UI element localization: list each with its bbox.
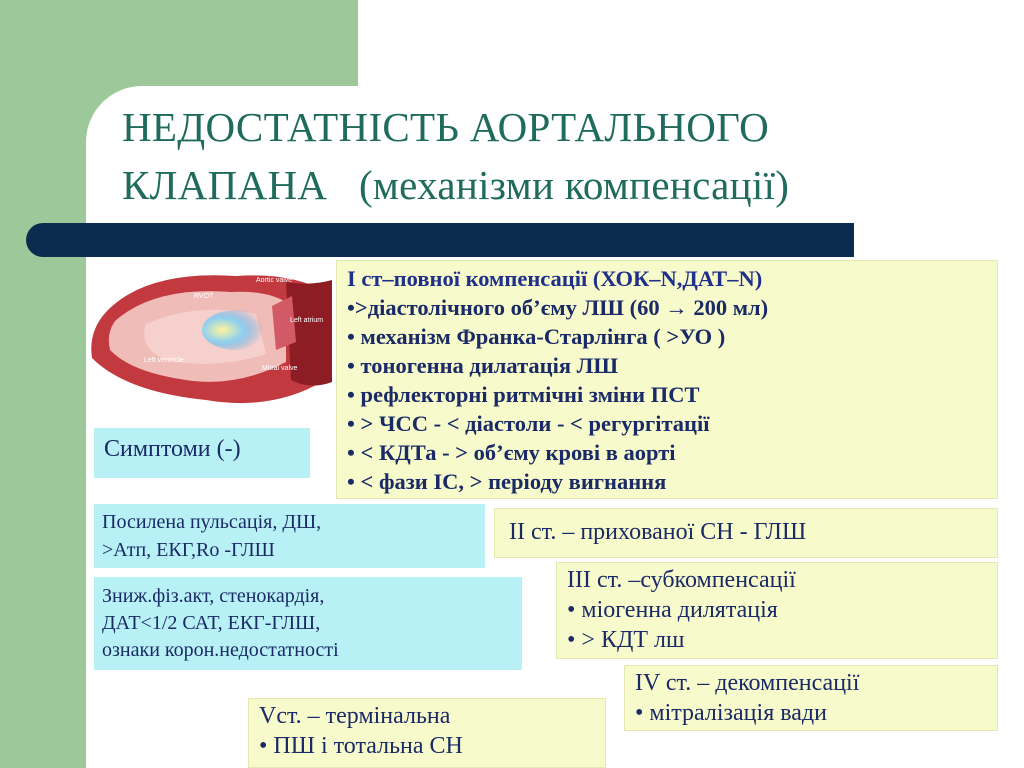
stage-1-item: • тоногенна дилатація ЛШ bbox=[347, 353, 619, 378]
stage-4-item: • мітралізація вади bbox=[635, 700, 827, 726]
signs-line: Посилена пульсація, ДШ, bbox=[102, 511, 322, 533]
stage-5-item: • ПШ і тотальна СН bbox=[259, 733, 463, 759]
stage-2-box: ІІ ст. – прихованої СН - ГЛШ bbox=[494, 508, 998, 558]
signs-line: ДАТ<1/2 САТ, ЕКГ-ГЛШ, bbox=[102, 612, 321, 634]
stage-1-item: •>діастолічного об’єму ЛШ (60 → 200 мл) bbox=[347, 295, 769, 320]
stage-1-item: • < фази ІС, > періоду вигнання bbox=[347, 469, 667, 494]
stage-5-box bbox=[248, 698, 606, 768]
stage-1-heading: І ст–повної компенсації (ХОК–N,ДАТ–N) bbox=[347, 266, 763, 291]
slide-title bbox=[122, 98, 1002, 214]
stage-3-item: • міогенна дилятація bbox=[567, 597, 778, 623]
stage-1-item: • механізм Франка-Старлінга ( >УО ) bbox=[347, 324, 726, 349]
label-rvot: RVOT bbox=[194, 293, 214, 300]
label-mitral-valve: Mitral valve bbox=[262, 365, 298, 372]
stage-3-box bbox=[556, 562, 998, 659]
label-aortic-valve: Aortic valve bbox=[256, 277, 293, 284]
title-line-1: НЕДОСТАТНІСТЬ АОРТАЛЬНОГО bbox=[122, 104, 770, 150]
stage-3-heading: ІІІ ст. –субкомпенсації bbox=[567, 567, 796, 593]
signs-line: ознаки корон.недостатності bbox=[102, 639, 339, 661]
stage-5-heading: Vст. – термінальна bbox=[259, 703, 451, 729]
symptoms-box: Симптоми (-) bbox=[94, 428, 310, 478]
stage-4-box bbox=[624, 665, 998, 731]
stage-1-item: • рефлекторні ритмічні зміни ПСТ bbox=[347, 382, 700, 407]
heart-illustration bbox=[86, 262, 334, 414]
label-left-ventricle: Left ventricle bbox=[144, 357, 184, 364]
signs-line: >Атп, ЕКГ,Ro -ГЛШ bbox=[102, 539, 275, 561]
signs-box-2 bbox=[94, 577, 522, 670]
signs-box-1 bbox=[94, 504, 485, 568]
stage-3-item: • > КДТ лш bbox=[567, 627, 685, 653]
title-divider-bar bbox=[26, 223, 854, 257]
label-left-atrium: Left atrium bbox=[290, 317, 324, 324]
signs-line: Зниж.фіз.акт, стенокардія, bbox=[102, 585, 325, 607]
title-line-2: КЛАПАНА (механізми компенсації) bbox=[122, 162, 790, 208]
stage-1-item: • > ЧСС - < діастоли - < регургітації bbox=[347, 411, 710, 436]
stage-4-heading: IV ст. – декомпенсації bbox=[635, 670, 860, 696]
stage-1-box bbox=[336, 260, 998, 499]
stage-1-item: • < КДТа - > об’єму крові в аорті bbox=[347, 440, 676, 465]
